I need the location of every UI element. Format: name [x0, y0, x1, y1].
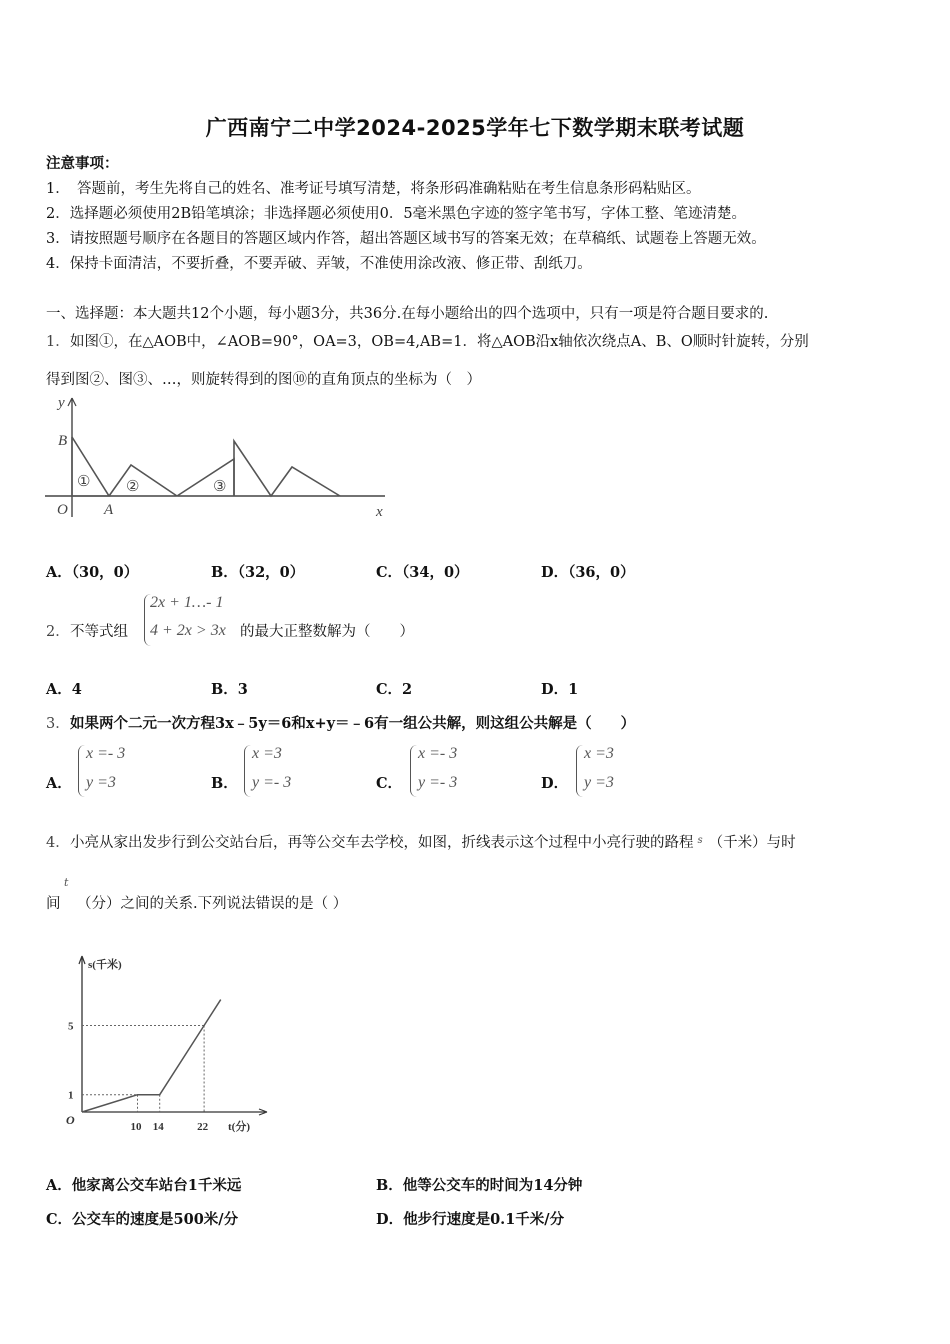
page-title: 广西南宁二中学2024-2025学年七下数学期末联考试题 — [205, 116, 745, 140]
label-B: B — [58, 433, 68, 449]
q3-option-b-line1: x =3 — [252, 745, 282, 762]
label-circle-1: ① — [77, 474, 91, 490]
q2-system-line1: 2x + 1…- 1 — [150, 594, 224, 611]
q3-option-c-line2: y =- 3 — [418, 774, 458, 791]
q3-option-d-line1: x =3 — [584, 745, 614, 762]
x-axis-label: t(分) — [228, 1121, 250, 1133]
q2-prefix: 不等式组 — [70, 624, 128, 640]
y-label: y — [58, 395, 65, 411]
q1-option-d[interactable]: D．（36，0） — [541, 564, 635, 581]
q2-option-b[interactable]: B．3 — [211, 681, 248, 698]
q1-option-a[interactable]: A．（30，0） — [46, 564, 139, 581]
q1-figure — [40, 392, 400, 527]
q3-option-a-label[interactable]: A． — [46, 775, 72, 792]
q2-system-line2: 4 + 2x > 3x — [150, 622, 226, 639]
label-O: O — [57, 502, 68, 518]
q3-option-a-line1: x =- 3 — [86, 745, 126, 762]
x-tick-label-14: 14 — [152, 1121, 164, 1133]
q2-option-a[interactable]: A．4 — [46, 681, 82, 698]
y-tick-label-5: 5 — [68, 1020, 74, 1033]
label-circle-3: ③ — [213, 479, 227, 495]
x-tick-label-22: 22 — [197, 1121, 209, 1133]
q2-suffix: 的最大正整数解为（ ） — [240, 624, 414, 640]
q4-line1-a: 小亮从家出发步行到公交站台后，再等公交车去学校，如图，折线表示这个过程中小亮行驶的路程 — [70, 835, 694, 851]
q3-option-b-label[interactable]: B． — [211, 775, 238, 792]
q4-option-d[interactable]: D．他步行速度是0.1千米/分 — [376, 1211, 565, 1228]
q4-option-b[interactable]: B．他等公交车的时间为14分钟 — [376, 1177, 583, 1194]
q2-option-c[interactable]: C．2 — [376, 681, 413, 698]
q4-option-a[interactable]: A．他家离公交车站台1千米远 — [46, 1177, 242, 1194]
q4-text-line2-b: （分）之间的关系.下列说法错误的是（ ） — [77, 896, 348, 912]
notice-item-4: 4．保持卡面清洁，不要折叠，不要弄破、弄皱，不准使用涂改液、修正带、刮纸刀。 — [46, 256, 592, 272]
label-A: A — [104, 502, 114, 518]
q4-var-t: t — [64, 876, 69, 889]
q1-text-line1: 如图①，在△AOB中，∠AOB=90°，OA=3，OB=4,AB=1．将△AOB沿x轴依次绕点A、B、O顺时针旋转，分别 — [70, 334, 809, 350]
q3-option-a-line2: y =3 — [86, 774, 116, 791]
q1-option-b[interactable]: B．（32，0） — [211, 564, 305, 581]
q4-text-line1 — [70, 831, 796, 852]
q3-option-d-line2: y =3 — [584, 774, 614, 791]
y-tick-label-1: 1 — [68, 1089, 74, 1102]
label-circle-2: ② — [126, 479, 140, 495]
q2-option-d[interactable]: D．1 — [541, 681, 579, 698]
notice-item-1: 1． 答题前，考生先将自己的姓名、准考证号填写清楚，将条形码准确粘贴在考生信息条形码粘贴区。 — [46, 181, 701, 197]
x-label: x — [376, 504, 383, 520]
q3-option-c-label[interactable]: C． — [376, 775, 403, 792]
triangle-2 — [109, 465, 177, 496]
x-tick-label-10: 10 — [130, 1121, 142, 1133]
y-axis-label: s(千米) — [88, 959, 122, 971]
q4-line1-b: （千米）与时 — [708, 835, 796, 851]
q3-number: 3． — [46, 716, 70, 732]
q3-option-c-line1: x =- 3 — [418, 745, 458, 762]
q3-option-b-line2: y =- 3 — [252, 774, 292, 791]
q4-chart — [60, 950, 280, 1140]
q4-option-c[interactable]: C．公交车的速度是500米/分 — [46, 1211, 239, 1228]
q2-number: 2． — [46, 624, 70, 640]
section-heading: 一、选择题：本大题共12个小题，每小题3分，共36分.在每小题给出的四个选项中，只有一项是符合题目要求的. — [46, 306, 769, 322]
q1-text-line2: 得到图②、图③、…，则旋转得到的图⑩的直角顶点的坐标为（ ） — [46, 372, 481, 388]
origin-label: O — [66, 1113, 75, 1127]
triangle-4-5 — [234, 441, 340, 496]
notice-heading: 注意事项： — [46, 155, 119, 172]
q1-option-c[interactable]: C．（34，0） — [376, 564, 469, 581]
q4-number: 4． — [46, 835, 70, 851]
q1-number: 1． — [46, 334, 70, 350]
q3-option-d-label[interactable]: D． — [541, 775, 569, 792]
q3-text: 如果两个二元一次方程3x﹣5y＝6和x+y＝﹣6有一组公共解，则这组公共解是（ ） — [70, 715, 636, 732]
q4-text-line2-a: 间 — [46, 896, 61, 912]
notice-item-3: 3．请按照题号顺序在各题目的答题区域内作答，超出答题区域书写的答案无效；在草稿纸、试题卷上答题无效。 — [46, 231, 766, 247]
notice-item-2: 2．选择题必须使用2B铅笔填涂；非选择题必须使用0．5毫米黑色字迹的签字笔书写，字体工整、笔迹清楚。 — [46, 206, 747, 222]
q4-var-s: s — [697, 835, 703, 846]
